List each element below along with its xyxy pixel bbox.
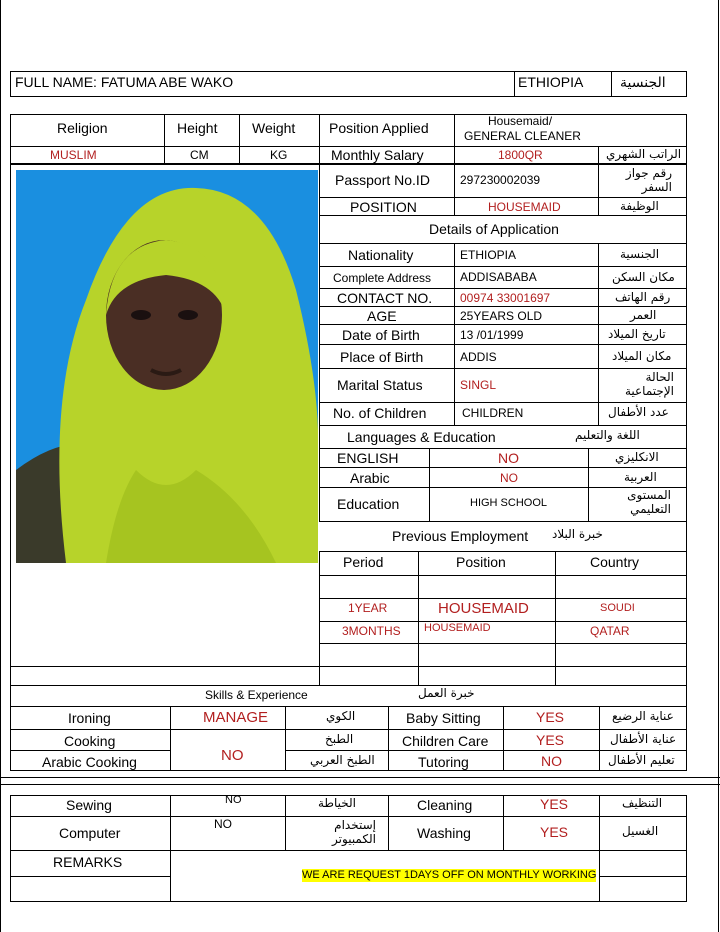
- divider: [388, 707, 389, 771]
- education-ar: المستوى التعليمي: [627, 488, 671, 516]
- divider: [454, 243, 455, 426]
- address-value: ADDISABABA: [460, 270, 537, 284]
- tutoring-ar: تعليم الأطفال: [608, 753, 675, 767]
- arabic-ar: العربية: [624, 470, 657, 484]
- salary-label: Monthly Salary: [331, 147, 424, 163]
- baby-sitting-value: YES: [536, 709, 565, 725]
- dob-value: 13 /01/1999: [460, 328, 524, 342]
- divider: [319, 114, 320, 164]
- page-break-line: [0, 777, 720, 778]
- full-name: FULL NAME: FATUMA ABE WAKO: [15, 74, 234, 90]
- children-label: No. of Children: [333, 405, 427, 421]
- cleaning-label: Cleaning: [417, 797, 473, 813]
- divider: [164, 114, 165, 164]
- religion-label: Religion: [57, 120, 108, 136]
- divider: [388, 795, 389, 851]
- details-section-title: Details of Application: [429, 221, 559, 237]
- divider: [319, 448, 687, 449]
- washing-label: Washing: [417, 825, 471, 841]
- divider: [319, 551, 687, 552]
- divider: [319, 306, 687, 307]
- children-care-ar: عناية الأطفال: [610, 732, 677, 746]
- divider: [598, 164, 599, 215]
- marital-ar: الحالة الإجتماعية: [624, 370, 674, 398]
- divider: [10, 750, 170, 751]
- position-applied-label: Position Applied: [329, 120, 429, 136]
- divider: [319, 575, 687, 576]
- passport-value: 297230002039: [460, 173, 541, 187]
- weight-value: KG: [270, 148, 288, 162]
- contact-ar: رقم الهاتف: [615, 290, 671, 304]
- position-ar: الوظيفة: [620, 199, 659, 213]
- position-label: POSITION: [350, 199, 417, 215]
- arabic-cooking-ar: الطبخ العربي: [310, 753, 375, 767]
- computer-ar: إستخدام الكمبيوتر: [332, 818, 376, 846]
- skills-title-ar: خبرة العمل: [418, 686, 475, 700]
- ironing-label: Ironing: [68, 710, 111, 726]
- age-label: AGE: [367, 308, 397, 324]
- tutoring-label: Tutoring: [418, 754, 469, 770]
- address-label: Complete Address: [333, 271, 432, 285]
- divider: [319, 598, 687, 599]
- position-cell: HOUSEMAID: [424, 622, 491, 634]
- page-frame-right: [718, 0, 719, 932]
- divider: [319, 467, 687, 468]
- page-break-line-2: [0, 784, 720, 785]
- divider: [319, 164, 320, 522]
- cleaning-value: YES: [540, 796, 569, 812]
- divider: [454, 164, 455, 215]
- divider: [599, 876, 687, 877]
- divider: [503, 707, 504, 771]
- nationality-ar: الجنسية: [620, 247, 660, 261]
- period-cell: 1YEAR: [348, 601, 388, 615]
- divider: [454, 114, 455, 164]
- divider: [319, 425, 687, 426]
- divider: [429, 448, 430, 521]
- divider: [319, 288, 687, 289]
- divider: [588, 448, 589, 521]
- weight-label: Weight: [252, 120, 296, 136]
- country-cell: QATAR: [590, 624, 630, 638]
- marital-label: Marital Status: [337, 377, 423, 393]
- applicant-portrait-icon: [16, 170, 318, 563]
- ironing-value: MANAGE: [203, 709, 269, 726]
- english-label: ENGLISH: [337, 450, 399, 466]
- children-care-label: Children Care: [402, 733, 489, 749]
- divider: [319, 344, 687, 345]
- pob-value: ADDIS: [460, 350, 497, 364]
- country: ETHIOPIA: [518, 74, 584, 90]
- divider: [170, 707, 171, 771]
- cooking-value: NO: [221, 747, 244, 764]
- divider: [10, 876, 170, 877]
- height-label: Height: [177, 120, 218, 136]
- cooking-label: Cooking: [64, 733, 116, 749]
- computer-value: NO: [214, 817, 232, 831]
- applicant-photo: [16, 170, 318, 563]
- ironing-ar: الكوي: [326, 709, 356, 723]
- age-ar: العمر: [630, 308, 657, 322]
- divider: [170, 795, 171, 902]
- divider: [319, 324, 687, 325]
- divider: [285, 750, 687, 751]
- employment-title: Previous Employment: [392, 528, 529, 544]
- children-care-value: YES: [536, 732, 565, 748]
- contact-label: CONTACT NO.: [337, 290, 433, 306]
- position-applied-value-2: GENERAL CLEANER: [464, 129, 581, 143]
- baby-sitting-ar: عناية الرضيع: [612, 709, 674, 723]
- nationality-value: ETHIOPIA: [460, 248, 517, 262]
- col-position: Position: [456, 554, 506, 570]
- divider: [599, 795, 600, 902]
- col-country: Country: [590, 554, 640, 570]
- sewing-label: Sewing: [66, 797, 112, 813]
- divider: [319, 368, 687, 369]
- divider: [319, 215, 687, 216]
- divider: [10, 850, 687, 851]
- washing-ar: الغسيل: [622, 824, 659, 838]
- children-value: CHILDREN: [462, 406, 524, 420]
- divider: [10, 706, 687, 707]
- remarks-value: WE ARE REQUEST 1DAYS OFF ON MONTHLY WORKING: [302, 869, 597, 881]
- age-value: 25YEARS OLD: [460, 309, 543, 323]
- languages-title-ar: اللغة والتعليم: [575, 428, 640, 442]
- position-value: HOUSEMAID: [488, 200, 561, 214]
- computer-label: Computer: [59, 825, 121, 841]
- salary-value: 1800QR: [498, 148, 543, 162]
- sewing-value: NO: [225, 794, 242, 806]
- divider: [503, 795, 504, 851]
- height-value: CM: [190, 148, 209, 162]
- position-cell: HOUSEMAID: [438, 600, 529, 617]
- divider: [239, 114, 240, 164]
- pob-ar: مكان الميلاد: [612, 349, 672, 363]
- arabic-cooking-label: Arabic Cooking: [42, 754, 137, 770]
- divider: [598, 243, 599, 426]
- divider: [10, 666, 687, 667]
- divider: [599, 707, 600, 771]
- cleaning-ar: التنظيف: [622, 796, 663, 810]
- address-ar: مكان السكن: [612, 270, 675, 284]
- dob-label: Date of Birth: [342, 327, 420, 343]
- divider: [319, 521, 687, 522]
- nationality-ar: الجنسية: [620, 75, 666, 91]
- divider: [10, 729, 687, 730]
- salary-ar: الراتب الشهري: [606, 147, 682, 161]
- english-ar: الانكليزي: [615, 450, 659, 464]
- period-cell: 3MONTHS: [342, 624, 401, 638]
- divider: [319, 243, 687, 244]
- employment-title-ar: خبرة البلاد: [552, 527, 603, 541]
- education-value: HIGH SCHOOL: [470, 497, 548, 509]
- divider: [319, 197, 687, 198]
- cooking-ar: الطبخ: [325, 732, 354, 746]
- dob-ar: تاريخ الميلاد: [608, 327, 666, 341]
- languages-title: Languages & Education: [347, 429, 496, 445]
- arabic-value: NO: [500, 471, 518, 485]
- tutoring-value: NO: [541, 753, 562, 769]
- passport-ar: رقم جواز السفر: [625, 166, 672, 194]
- divider: [319, 621, 687, 622]
- marital-value: SINGL: [460, 378, 497, 392]
- washing-value: YES: [540, 824, 569, 840]
- divider: [319, 643, 687, 644]
- remarks-label: REMARKS: [53, 854, 123, 870]
- religion-value: MUSLIM: [50, 148, 97, 162]
- contact-value: 00974 33001697: [460, 291, 551, 305]
- page-frame-left: [0, 0, 1, 932]
- divider: [319, 266, 687, 267]
- col-period: Period: [343, 554, 384, 570]
- baby-sitting-label: Baby Sitting: [406, 710, 481, 726]
- children-ar: عدد الأطفال: [608, 405, 669, 419]
- divider: [10, 816, 687, 817]
- english-value: NO: [498, 450, 519, 466]
- divider: [319, 402, 687, 403]
- nationality-label: Nationality: [348, 247, 414, 263]
- divider: [611, 71, 612, 97]
- divider: [285, 795, 286, 851]
- sewing-ar: الخياطة: [318, 796, 356, 810]
- arabic-label: Arabic: [350, 470, 390, 486]
- country-cell: SOUDI: [600, 602, 635, 614]
- skills-title: Skills & Experience: [205, 688, 308, 702]
- position-applied-value: Housemaid/: [488, 114, 553, 128]
- divider: [514, 71, 515, 97]
- divider: [285, 707, 286, 771]
- divider: [598, 146, 599, 164]
- education-label: Education: [337, 496, 400, 512]
- pob-label: Place of Birth: [340, 349, 424, 365]
- passport-label: Passport No.ID: [335, 172, 430, 188]
- divider: [10, 685, 687, 686]
